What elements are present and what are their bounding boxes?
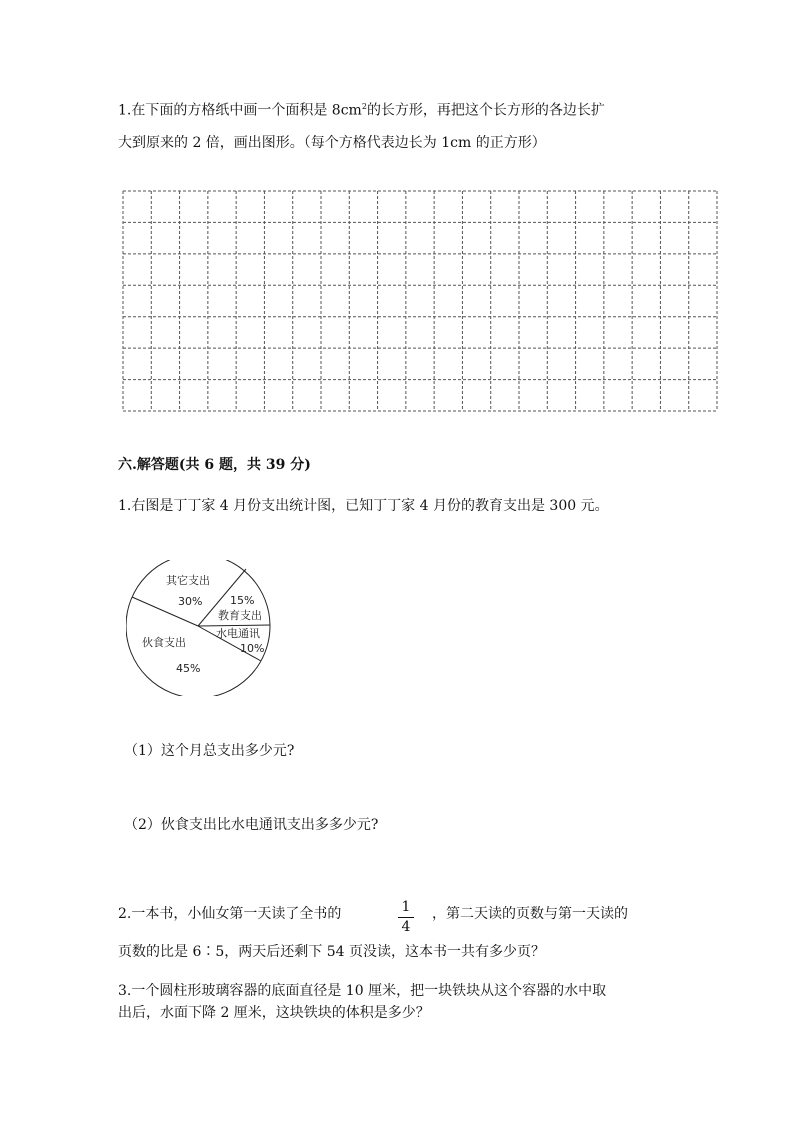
p1-sub2: （2）伙食支出比水电通讯支出多多少元? <box>124 817 379 833</box>
section-title: 六.解答题(共 6 题，共 39 分) <box>118 457 311 473</box>
pie-divider-education-utilities <box>198 625 270 626</box>
slice-percent-food: 45% <box>176 662 201 675</box>
p2-text-a: 2.一本书，小仙女第一天读了全书的 <box>118 906 342 922</box>
q1-superscript: 2 <box>361 102 367 111</box>
fraction-numerator: 1 <box>401 899 411 915</box>
slice-percent-utilities: 10% <box>240 642 265 655</box>
p2-text-b: ，第二天读的页数与第一天读的 <box>432 906 628 922</box>
p3-line2: 出后，水面下降 2 厘米，这块铁块的体积是多少？ <box>118 1005 430 1021</box>
p1-sub1: （1）这个月总支出多少元? <box>124 743 295 759</box>
q1-text-b: 的长方形，再把这个长方形的各边长扩 <box>366 102 605 119</box>
slice-label-other: 其它支出 <box>166 574 210 587</box>
q1-text-a: 1.在下面的方格纸中画一个面积是 8cm <box>118 102 362 119</box>
slice-label-education: 教育支出 <box>218 609 262 622</box>
p2-line2: 页数的比是 6∶5，两天后还剩下 54 页没读，这本书一共有多少页？ <box>118 944 545 960</box>
fraction-bar <box>398 917 414 918</box>
slice-percent-education: 15% <box>230 594 255 607</box>
q1-line2: 大到原来的 2 倍，画出图形。（每个方格代表边长为 1cm 的正方形） <box>118 135 546 151</box>
slice-label-utilities: 水电通讯 <box>216 627 260 640</box>
p3-line1: 3.一个圆柱形玻璃容器的底面直径是 10 厘米，把一块铁块从这个容器的水中取 <box>118 983 607 999</box>
slice-label-food: 伙食支出 <box>142 636 186 649</box>
q1-line1 <box>118 97 605 121</box>
grid-paper[interactable] <box>122 190 718 412</box>
p1-text: 1.右图是丁丁家 4 月份支出统计图，已知丁丁家 4 月份的教育支出是 300 元。 <box>118 498 609 514</box>
fraction-one-quarter <box>398 899 414 936</box>
pie-chart <box>126 560 278 696</box>
slice-percent-other: 30% <box>178 595 203 608</box>
fraction-denominator: 4 <box>401 919 411 935</box>
